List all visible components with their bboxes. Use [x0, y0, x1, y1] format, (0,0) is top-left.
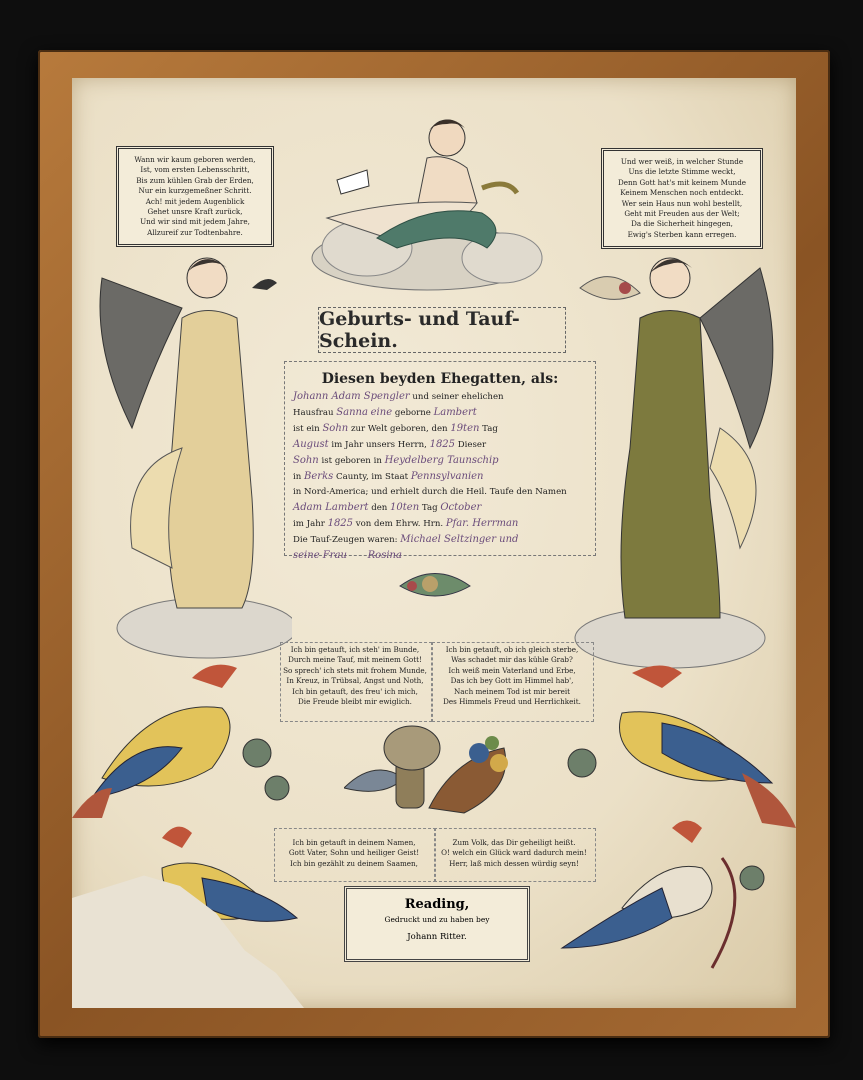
verse-line: Wann wir kaum geboren werden, [134, 155, 256, 164]
child-sex: Sohn [293, 455, 319, 466]
pastor-name: Pfar. Herrman [445, 518, 519, 529]
verse-line: Bis zum kühlen Grab der Erden, [136, 175, 254, 185]
left-angel-illustration [92, 248, 292, 668]
printer-imprint [344, 886, 530, 962]
baptism-year: 1825 [327, 518, 354, 529]
verse-line: Denn Gott hat's mit keinem Munde [617, 177, 747, 187]
township: Heydelberg Taunschip [384, 455, 499, 466]
text: Caunty, im Staat [336, 472, 409, 482]
sponsors: Michael Seltzinger und [400, 534, 519, 545]
verse-line: Ich bin getauft, ich steh' im Bunde, [290, 645, 420, 654]
verse-line: Und wer weiß, in welcher Stunde [620, 157, 744, 166]
cert-line-4 [293, 437, 587, 453]
text: ist ein [293, 424, 320, 434]
child-name: Adam Lambert [293, 502, 369, 513]
father-name: Johann Adam Spengler [293, 391, 410, 402]
handwritten-word: eine [370, 407, 393, 418]
verse-line: Durch meine Tauf, mit meinem Gott! [288, 655, 422, 665]
cornucopia-illustration [344, 718, 534, 818]
cert-line-7: in Nord-America; und erhielt durch die Heil. Taufe den Namen [293, 487, 567, 497]
bird-lower-right [552, 818, 792, 998]
cert-line-2 [293, 405, 587, 421]
imprint-line: Gedruckt und zu haben bey [384, 915, 490, 924]
certificate-heading: Diesen beyden Ehegatten, als: [321, 371, 559, 387]
verse-line: Des Himmels Freud und Herrlichkeit. [443, 697, 581, 707]
verse-line: So sprech' ich stets mit frohem Munde, [283, 665, 427, 675]
verse-line: Gott Vater, Sohn und heiliger Geist! [288, 848, 420, 858]
cert-line-10 [293, 532, 587, 548]
text: Tag [482, 424, 498, 434]
verse-line: Geht mit Freuden aus der Welt; [624, 209, 740, 219]
cert-line-6 [293, 469, 587, 485]
verse-line: Das ich bey Gott im Himmel hab', [450, 676, 574, 686]
text: von dem Ehrw. Hrn. [355, 519, 444, 529]
cert-line-1 [293, 389, 587, 405]
cert-line-5 [293, 453, 587, 469]
text: Tag [421, 503, 438, 513]
verse-line: Keinem Menschen noch entdeckt. [620, 188, 744, 198]
verse-line: In Kreuz, in Trübsal, Angst und Noth, [286, 676, 424, 686]
bird-upper-left [72, 658, 312, 828]
verse-line: Ich bin getauft in deinem Namen, [292, 838, 416, 847]
text: zur Welt geboren, den [350, 424, 448, 434]
verse-line: Allzureif zur Todtenbahre. [147, 227, 243, 237]
text: in [293, 472, 302, 482]
birth-year: 1825 [429, 439, 456, 450]
verse-line: O! welch ein Glück ward dadurch mein! [441, 848, 587, 858]
verse-line: Ach! mit jedem Augenblick [145, 196, 245, 206]
verse-line: Und wir sind mit jedem Jahre, [140, 217, 250, 227]
verse-line: Nur ein kurzgemeßner Schritt. [138, 186, 252, 196]
text: Dieser [457, 440, 487, 450]
child-sex: Sohn [322, 423, 349, 434]
verse-line: Wer sein Haus nun wohl bestellt, [621, 198, 743, 208]
certificate-title: Geburts- und Tauf-Schein. [318, 307, 566, 353]
certificate-paper [72, 78, 796, 1008]
sponsors: seine Frau [293, 550, 347, 561]
county: Berks [304, 471, 334, 482]
mother-maiden-name: Lambert [433, 407, 477, 418]
text: und seiner ehelichen [412, 392, 504, 402]
text: geborne [394, 408, 431, 418]
birth-day: 19ten [450, 423, 480, 434]
verse-line: Nach meinem Tod ist mir bereit [453, 686, 571, 696]
text: ist geboren in [321, 456, 382, 466]
certificate-body [284, 361, 596, 561]
cert-line-3 [293, 421, 587, 437]
text: im Jahr unsers Herrn, [331, 440, 427, 450]
verse-line: Da die Sicherheit hingegen, [631, 219, 733, 229]
verse-line: Ich bin gezählt zu deinem Saamen, [290, 858, 418, 868]
verse-line: Was schadet mir das kühle Grab? [451, 655, 573, 665]
text: im Jahr [293, 519, 325, 529]
verse-line: Gehet unsre Kraft zurück, [147, 207, 243, 217]
imprint-city: Reading, [404, 897, 470, 912]
text: Die Tauf-Zeugen waren: [293, 535, 398, 545]
text: den [371, 503, 388, 513]
verse-line: Ist, vom ersten Lebensschritt, [140, 165, 250, 175]
verse-top-left [116, 146, 274, 247]
cert-line-8 [293, 500, 587, 516]
sponsors: Rosina [367, 550, 402, 561]
verse-line: Ich weiß mein Vaterland und Erbe, [448, 665, 576, 675]
state: Pennsylvanien [410, 471, 484, 482]
verse-line: Die Freude bleibt mir ewiglich. [298, 697, 412, 707]
verse-line: Ewig's Sterben kann erregen. [627, 229, 737, 239]
verse-top-right [601, 148, 763, 249]
cert-line-9 [293, 516, 587, 532]
right-angel-illustration [570, 248, 790, 678]
bird-upper-right [552, 663, 796, 833]
baptism-day: 10ten [390, 502, 420, 513]
verse-line: Ich bin getauft, ob ich gleich sterbe, [445, 645, 579, 654]
text: Hausfrau [293, 408, 334, 418]
verse-line: Herr, laß mich dessen würdig seyn! [449, 858, 579, 868]
verse-line: Uns die letzte Stimme weckt, [628, 167, 736, 177]
mother-first-name: Sanna [336, 407, 368, 418]
birth-month: August [293, 439, 329, 450]
imprint-printer: Johann Ritter. [407, 932, 467, 942]
cherub-illustration [307, 108, 547, 298]
baptism-month: October [440, 502, 482, 513]
verse-line: Ich bin getauft, des freu' ich mich, [292, 686, 418, 696]
bouquet-ornament [390, 556, 480, 611]
verse-line: Zum Volk, das Dir geheiligt heißt. [452, 838, 576, 847]
